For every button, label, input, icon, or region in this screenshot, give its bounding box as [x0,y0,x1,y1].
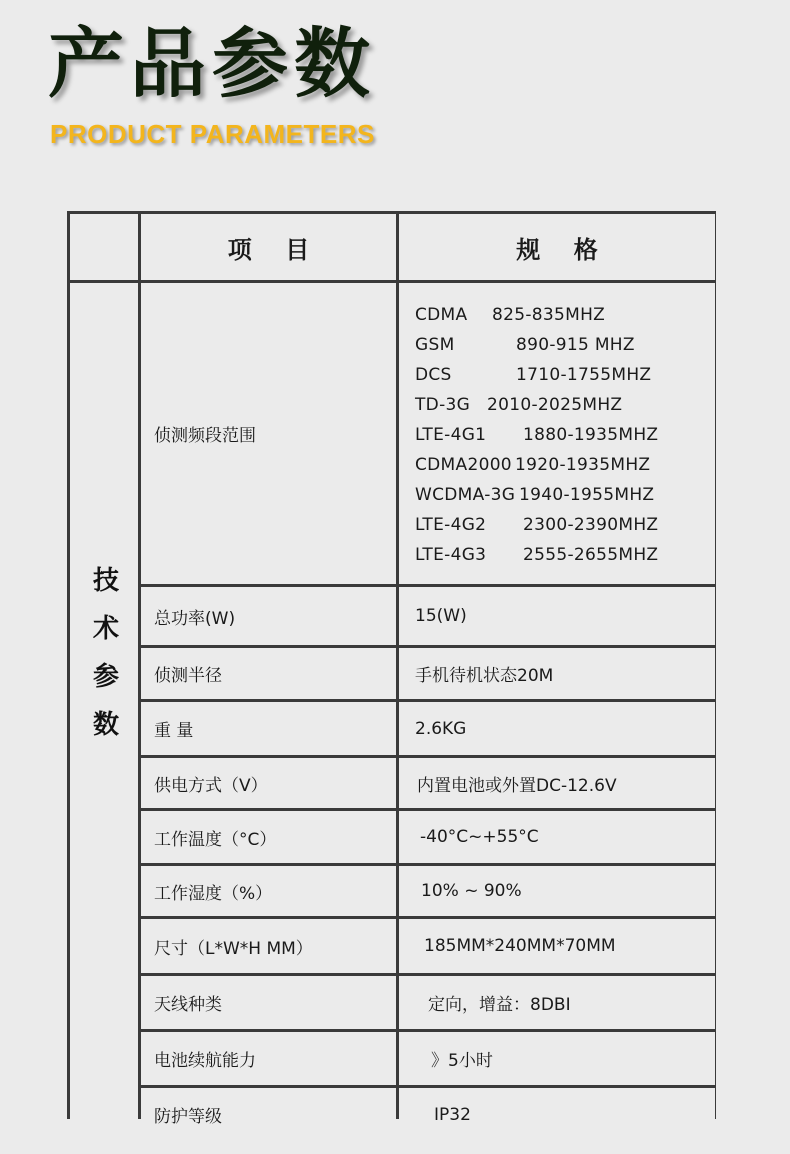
row-value-radius: 手机待机状态20M [399,648,715,699]
band-name: DCS [415,365,452,385]
band-name: LTE-4G1 [415,425,487,445]
band-name: CDMA [415,305,468,325]
band-row [415,300,605,330]
band-range: 2555-2655MHZ [523,545,659,565]
band-name: CDMA2000 [415,455,512,475]
band-range: 2010-2025MHZ [487,395,623,415]
side-label: 技术参数 [88,566,119,758]
row-value-temperature: -40°C~+55°C [399,811,715,863]
band-row [415,330,635,360]
band-range: 2300-2390MHZ [523,515,659,535]
row-value-dimensions: 185MM*240MM*70MM [399,919,715,973]
band-range: 890-915 MHZ [516,335,635,355]
band-range: 1880-1935MHZ [523,425,659,445]
header-spec: 规 格 [399,214,715,280]
band-name: LTE-4G2 [415,515,487,535]
band-name: GSM [415,335,455,355]
band-range: 1920-1935MHZ [515,455,651,475]
band-range: 1710-1755MHZ [516,365,652,385]
band-name: WCDMA-3G [415,485,516,505]
row-value-humidity: 10% ~ 90% [399,866,715,916]
row-value-protection: IP32 [399,1088,715,1141]
parameters-table [67,211,716,1127]
band-row [415,360,651,390]
band-range: 1940-1955MHZ [519,485,655,505]
row-name-temperature: 工作温度（°C） [141,811,396,863]
row-name-radius: 侦测半径 [141,648,396,699]
side-label-cell [70,283,138,1141]
row-name-battery-life: 电池续航能力 [141,1032,396,1085]
band-row [415,540,658,570]
header-item: 项 目 [141,214,396,280]
band-row [415,420,658,450]
band-row [415,510,658,540]
frequency-band-list [399,283,715,584]
band-row [415,450,650,480]
band-row [415,480,654,510]
row-value-power: 15(W) [399,587,715,645]
band-name: TD-3G [415,395,471,415]
band-range: 825-835MHZ [492,305,606,325]
row-name-power: 总功率(W) [141,587,396,645]
row-name-protection: 防护等级 [141,1088,396,1141]
page-title: 产品参数 [48,19,376,108]
band-name: LTE-4G3 [415,545,487,565]
band-row [415,390,622,420]
row-name-humidity: 工作湿度（%） [141,866,396,916]
row-value-antenna: 定向，增益：8DBI [399,976,715,1029]
page-subtitle: PRODUCT PARAMETERS [50,119,375,149]
row-name-dimensions: 尺寸（L*W*H MM） [141,919,396,973]
row-name-frequency: 侦测频段范围 [141,283,396,584]
row-name-power-supply: 供电方式（V） [141,758,396,808]
row-value-power-supply: 内置电池或外置DC-12.6V [399,758,715,808]
row-value-battery-life: 》5小时 [399,1032,715,1085]
row-value-weight: 2.6KG [399,702,715,755]
corner-cell [70,214,138,280]
row-name-antenna: 天线种类 [141,976,396,1029]
row-name-weight: 重 量 [141,702,396,755]
